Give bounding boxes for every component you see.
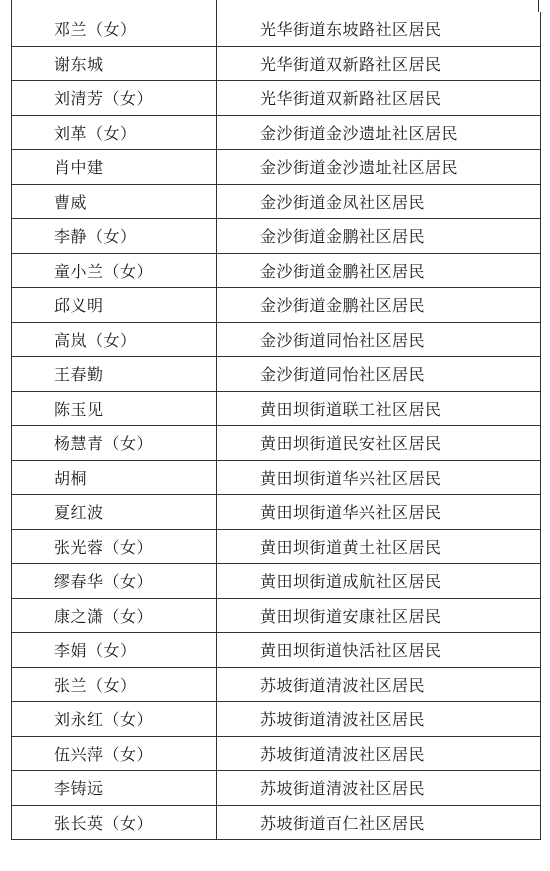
name-cell: 李静（女）: [12, 219, 217, 253]
table-row: [12, 633, 540, 668]
name-cell: 缪春华（女）: [12, 564, 217, 598]
name-cell: 夏红波: [12, 495, 217, 529]
address-cell: 金沙街道金鹏社区居民: [260, 227, 426, 247]
name-cell: 刘清芳（女）: [12, 81, 217, 115]
address-cell: 苏坡街道百仁社区居民: [260, 813, 426, 833]
address-cell: 金沙街道金鹏社区居民: [260, 296, 426, 316]
address-cell: 光华街道东坡路社区居民: [260, 20, 442, 40]
address-cell: 金沙街道金鹏社区居民: [260, 261, 426, 281]
table-row: [12, 288, 540, 323]
table-row: [12, 357, 540, 392]
address-cell: 黄田坝街道黄土社区居民: [260, 537, 442, 557]
name-cell: 李娟（女）: [12, 633, 217, 667]
name-cell: 刘革（女）: [12, 116, 217, 150]
name-cell: 张兰（女）: [12, 668, 217, 702]
address-cell: 金沙街道金沙遗址社区居民: [260, 158, 459, 178]
table-row: [12, 461, 540, 496]
address-cell: 金沙街道金沙遗址社区居民: [260, 123, 459, 143]
table-row: [12, 806, 540, 841]
address-cell: 黄田坝街道快活社区居民: [260, 641, 442, 661]
address-cell: 光华街道双新路社区居民: [260, 54, 442, 74]
name-cell: 张光蓉（女）: [12, 530, 217, 564]
name-cell: 陈玉见: [12, 392, 217, 426]
address-cell: 光华街道双新路社区居民: [260, 89, 442, 109]
name-cell: 杨慧青（女）: [12, 426, 217, 460]
address-cell: 金沙街道同怡社区居民: [260, 330, 426, 350]
address-cell: 苏坡街道清波社区居民: [260, 779, 426, 799]
address-cell: 黄田坝街道华兴社区居民: [260, 468, 442, 488]
table-row: [12, 668, 540, 703]
table-row: [12, 771, 540, 806]
name-cell: 曹威: [12, 185, 217, 219]
resident-table: [11, 12, 541, 840]
table-row: [12, 254, 540, 289]
name-cell: 谢东城: [12, 47, 217, 81]
table-row: [12, 702, 540, 737]
name-cell: 张长英（女）: [12, 806, 217, 840]
address-cell: 苏坡街道清波社区居民: [260, 744, 426, 764]
name-cell: 高岚（女）: [12, 323, 217, 357]
table-row: [12, 564, 540, 599]
table-row: [12, 150, 540, 185]
address-cell: 金沙街道金凤社区居民: [260, 192, 426, 212]
table-row: [12, 81, 540, 116]
table-row: [12, 530, 540, 565]
address-cell: 苏坡街道清波社区居民: [260, 710, 426, 730]
name-cell: 邓兰（女）: [12, 12, 217, 46]
table-row: [12, 12, 540, 47]
name-cell: 伍兴萍（女）: [12, 737, 217, 771]
name-cell: 王春勤: [12, 357, 217, 391]
name-cell: 康之潇（女）: [12, 599, 217, 633]
column-divider: [216, 0, 217, 12]
table-row: [12, 185, 540, 220]
name-cell: 肖中建: [12, 150, 217, 184]
name-cell: 童小兰（女）: [12, 254, 217, 288]
address-cell: 黄田坝街道成航社区居民: [260, 572, 442, 592]
address-cell: 金沙街道同怡社区居民: [260, 365, 426, 385]
name-cell: 李铸远: [12, 771, 217, 805]
table-top-continuation: [11, 0, 539, 12]
name-cell: 胡桐: [12, 461, 217, 495]
address-cell: 黄田坝街道安康社区居民: [260, 606, 442, 626]
address-cell: 苏坡街道清波社区居民: [260, 675, 426, 695]
table-row: [12, 737, 540, 772]
address-cell: 黄田坝街道民安社区居民: [260, 434, 442, 454]
table-row: [12, 219, 540, 254]
table-row: [12, 47, 540, 82]
table-row: [12, 116, 540, 151]
table-row: [12, 426, 540, 461]
table-row: [12, 392, 540, 427]
table-row: [12, 599, 540, 634]
table-row: [12, 323, 540, 358]
address-cell: 黄田坝街道华兴社区居民: [260, 503, 442, 523]
address-cell: 黄田坝街道联工社区居民: [260, 399, 442, 419]
table-row: [12, 495, 540, 530]
name-cell: 刘永红（女）: [12, 702, 217, 736]
name-cell: 邱义明: [12, 288, 217, 322]
